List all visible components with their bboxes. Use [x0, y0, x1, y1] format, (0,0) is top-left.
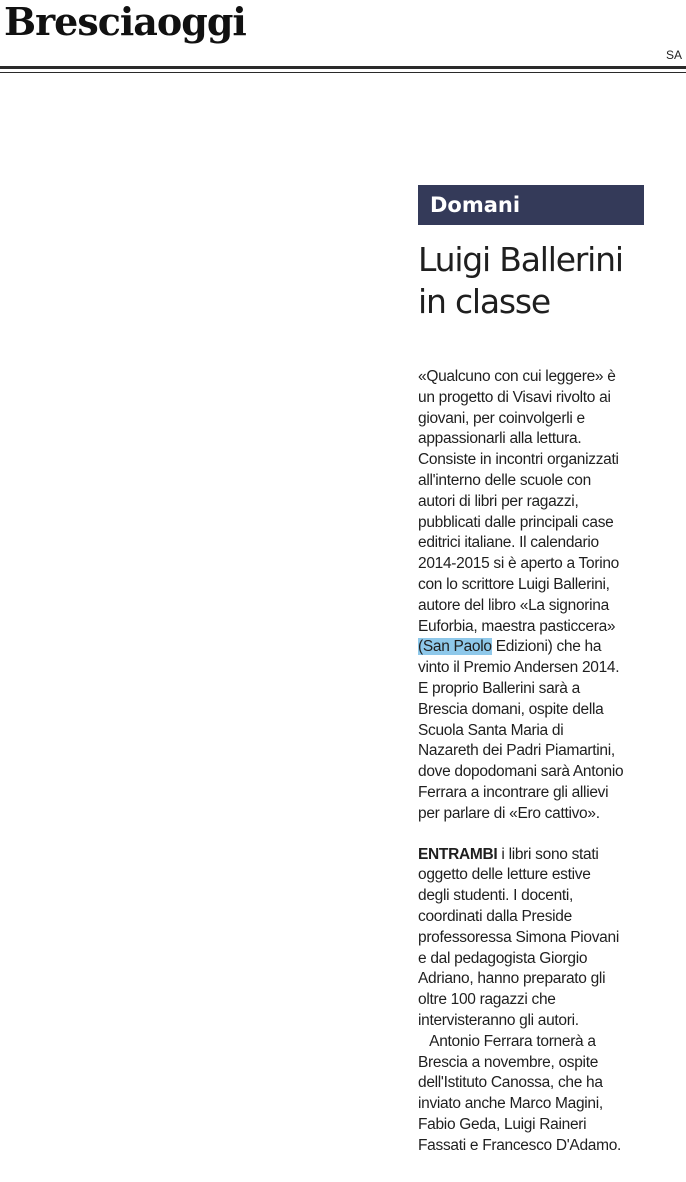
body-line: Adriano, hanno preparato gli	[418, 970, 606, 988]
body-line: editrici italiane. Il calendario	[418, 534, 599, 552]
body-line: Antonio Ferrara tornerà a	[418, 1032, 596, 1050]
body-line: degli studenti. I docenti,	[418, 887, 574, 905]
body-line: Nazareth dei Padri Piamartini,	[418, 742, 615, 760]
body-line: oltre 100 ragazzi che	[418, 991, 556, 1009]
body-line: inviato anche Marco Magini,	[418, 1095, 603, 1113]
paragraph-gap	[418, 825, 644, 845]
lead-word: ENTRAMBI	[418, 845, 498, 863]
headline-line-1: Luigi Ballerini	[418, 240, 623, 279]
body-line: Ferrara a incontrare gli allievi	[418, 783, 609, 801]
headline-line-2: in classe	[418, 282, 550, 321]
body-line-highlighted	[418, 637, 644, 658]
article-body	[418, 367, 644, 1156]
article-headline	[418, 239, 644, 323]
body-line: oggetto delle letture estive	[418, 866, 591, 884]
body-line: professoressa Simona Piovani	[418, 928, 619, 946]
section-kicker: Domani	[418, 185, 644, 225]
newspaper-masthead: Bresciaoggi	[4, 0, 246, 44]
body-line: con lo scrittore Luigi Ballerini,	[418, 575, 610, 593]
text-highlight[interactable]: (San Paolo	[418, 638, 492, 656]
body-line: e dal pedagogista Giorgio	[418, 949, 588, 967]
body-line: dell'Istituto Canossa, che ha	[418, 1074, 603, 1092]
body-line: Scuola Santa Maria di	[418, 721, 564, 739]
body-line: vinto il Premio Andersen 2014.	[418, 659, 620, 677]
body-line: Fabio Geda, Luigi Raineri	[418, 1115, 587, 1133]
article	[418, 185, 644, 1156]
body-line: autori di libri per ragazzi,	[418, 492, 579, 510]
body-line: 2014-2015 si è aperto a Torino	[418, 555, 619, 573]
body-line: pubblicati dalle principali case	[418, 513, 614, 531]
body-line: all'interno delle scuole con	[418, 471, 591, 489]
body-line: un progetto di Visavi rivolto ai	[418, 388, 611, 406]
body-line: dove dopodomani sarà Antonio	[418, 763, 624, 781]
body-line: giovani, per coinvolgerli e	[418, 409, 585, 427]
page-code: SA	[665, 48, 682, 62]
body-line: «Qualcuno con cui leggere» è	[418, 368, 616, 385]
body-line: autore del libro «La signorina	[418, 596, 609, 614]
body-line: per parlare di «Ero cattivo».	[418, 804, 600, 822]
body-line: Brescia a novembre, ospite	[418, 1053, 599, 1071]
body-line: E proprio Ballerini sarà a	[418, 679, 580, 697]
body-line: coordinati dalla Preside	[418, 907, 572, 925]
body-line: Fassati e Francesco D'Adamo.	[418, 1136, 622, 1154]
header-rule-thin	[0, 72, 686, 73]
body-line: intervisteranno gli autori.	[418, 1011, 579, 1029]
body-line: Brescia domani, ospite della	[418, 700, 604, 718]
body-line-rest: i libri sono stati	[497, 845, 599, 863]
header-rule-thick	[0, 66, 686, 69]
body-line: Consiste in incontri organizzati	[418, 451, 619, 469]
body-line: appassionarli alla lettura.	[418, 430, 582, 448]
body-line: Euforbia, maestra pasticcera»	[418, 617, 616, 635]
body-line-lead	[418, 845, 644, 866]
body-line-rest: Edizioni) che ha	[491, 638, 602, 656]
